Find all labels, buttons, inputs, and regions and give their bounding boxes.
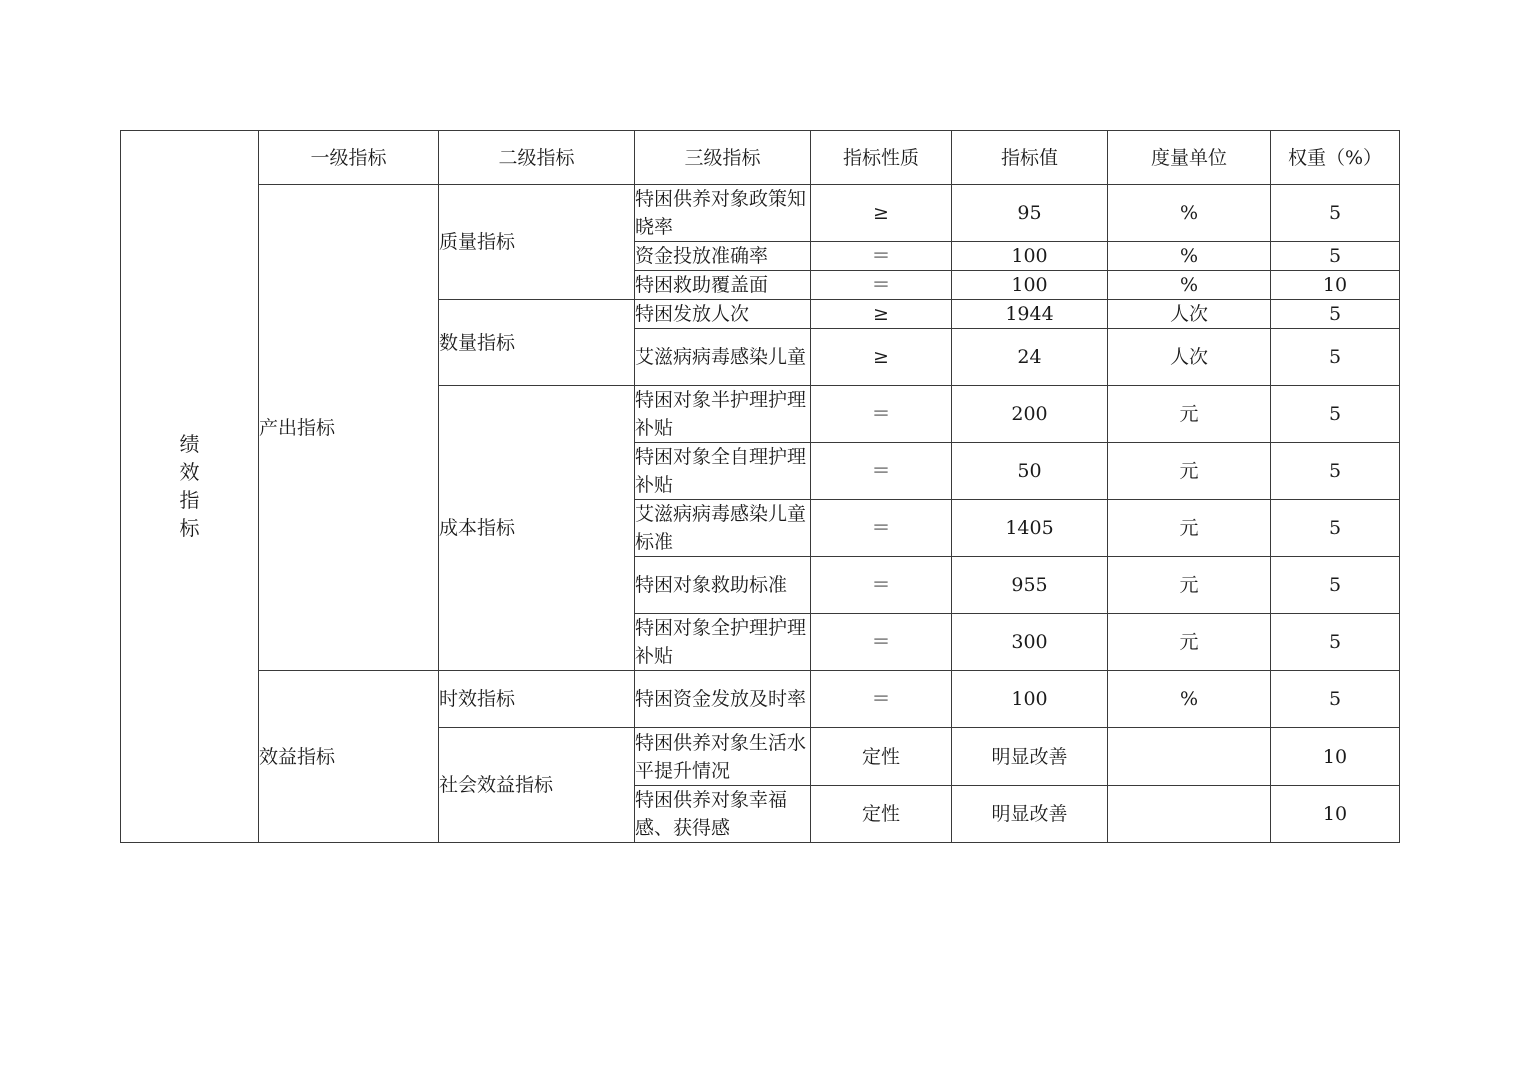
nature-cell: ＝ <box>811 443 952 500</box>
header-nature: 指标性质 <box>811 131 952 185</box>
value-cell: 95 <box>952 185 1108 242</box>
weight-cell: 10 <box>1271 728 1400 786</box>
value-cell: 1405 <box>952 500 1108 557</box>
value-cell: 100 <box>952 271 1108 300</box>
level3-cell: 特困救助覆盖面 <box>635 271 811 300</box>
level3-cell: 特困供养对象幸福感、获得感 <box>635 786 811 843</box>
unit-cell: 人次 <box>1108 300 1271 329</box>
level3-cell: 特困对象全护理护理补贴 <box>635 614 811 671</box>
weight-cell: 5 <box>1271 242 1400 271</box>
level3-cell: 特困供养对象政策知晓率 <box>635 185 811 242</box>
level3-cell: 特困供养对象生活水平提升情况 <box>635 728 811 786</box>
performance-indicator-table <box>120 130 1400 843</box>
value-cell: 300 <box>952 614 1108 671</box>
weight-cell: 5 <box>1271 300 1400 329</box>
level3-cell: 特困对象救助标准 <box>635 557 811 614</box>
header-value: 指标值 <box>952 131 1108 185</box>
nature-cell: ＝ <box>811 386 952 443</box>
weight-cell: 5 <box>1271 386 1400 443</box>
value-cell: 100 <box>952 671 1108 728</box>
weight-cell: 5 <box>1271 185 1400 242</box>
value-cell: 24 <box>952 329 1108 386</box>
group-label: 绩效指标 <box>179 432 200 540</box>
nature-cell: ≥ <box>811 329 952 386</box>
level3-cell: 特困对象半护理护理补贴 <box>635 386 811 443</box>
weight-cell: 5 <box>1271 500 1400 557</box>
unit-cell: 元 <box>1108 614 1271 671</box>
unit-cell <box>1108 728 1271 786</box>
weight-cell: 10 <box>1271 786 1400 843</box>
weight-cell: 10 <box>1271 271 1400 300</box>
weight-cell: 5 <box>1271 671 1400 728</box>
weight-cell: 5 <box>1271 443 1400 500</box>
level1-output: 产出指标 <box>259 185 439 671</box>
unit-cell: 元 <box>1108 557 1271 614</box>
level3-cell: 特困对象全自理护理补贴 <box>635 443 811 500</box>
level3-cell: 资金投放准确率 <box>635 242 811 271</box>
value-cell: 明显改善 <box>952 728 1108 786</box>
unit-cell: % <box>1108 185 1271 242</box>
level2-cost: 成本指标 <box>439 386 635 671</box>
header-level1: 一级指标 <box>259 131 439 185</box>
unit-cell: 人次 <box>1108 329 1271 386</box>
unit-cell: % <box>1108 271 1271 300</box>
nature-cell: ＝ <box>811 557 952 614</box>
level3-cell: 特困发放人次 <box>635 300 811 329</box>
nature-cell: 定性 <box>811 786 952 843</box>
nature-cell: ≥ <box>811 185 952 242</box>
level3-cell: 艾滋病病毒感染儿童标准 <box>635 500 811 557</box>
level3-cell: 艾滋病病毒感染儿童 <box>635 329 811 386</box>
weight-cell: 5 <box>1271 557 1400 614</box>
level2-social: 社会效益指标 <box>439 728 635 843</box>
value-cell: 200 <box>952 386 1108 443</box>
header-level3: 三级指标 <box>635 131 811 185</box>
unit-cell: 元 <box>1108 443 1271 500</box>
header-weight: 权重（%） <box>1271 131 1400 185</box>
table-row <box>121 671 1400 728</box>
value-cell: 100 <box>952 242 1108 271</box>
nature-cell: ≥ <box>811 300 952 329</box>
level3-cell: 特困资金发放及时率 <box>635 671 811 728</box>
value-cell: 955 <box>952 557 1108 614</box>
unit-cell <box>1108 786 1271 843</box>
weight-cell: 5 <box>1271 329 1400 386</box>
nature-cell: ＝ <box>811 242 952 271</box>
table-header-row <box>121 131 1400 185</box>
level2-quantity: 数量指标 <box>439 300 635 386</box>
nature-cell: ＝ <box>811 500 952 557</box>
weight-cell: 5 <box>1271 614 1400 671</box>
level2-timeliness: 时效指标 <box>439 671 635 728</box>
unit-cell: 元 <box>1108 386 1271 443</box>
unit-cell: % <box>1108 671 1271 728</box>
nature-cell: ＝ <box>811 671 952 728</box>
level2-quality: 质量指标 <box>439 185 635 300</box>
nature-cell: ＝ <box>811 614 952 671</box>
value-cell: 50 <box>952 443 1108 500</box>
nature-cell: 定性 <box>811 728 952 786</box>
nature-cell: ＝ <box>811 271 952 300</box>
unit-cell: 元 <box>1108 500 1271 557</box>
level1-benefit: 效益指标 <box>259 671 439 843</box>
value-cell: 1944 <box>952 300 1108 329</box>
header-unit: 度量单位 <box>1108 131 1271 185</box>
value-cell: 明显改善 <box>952 786 1108 843</box>
unit-cell: % <box>1108 242 1271 271</box>
table-row <box>121 185 1400 242</box>
group-label-cell <box>121 131 259 843</box>
header-level2: 二级指标 <box>439 131 635 185</box>
